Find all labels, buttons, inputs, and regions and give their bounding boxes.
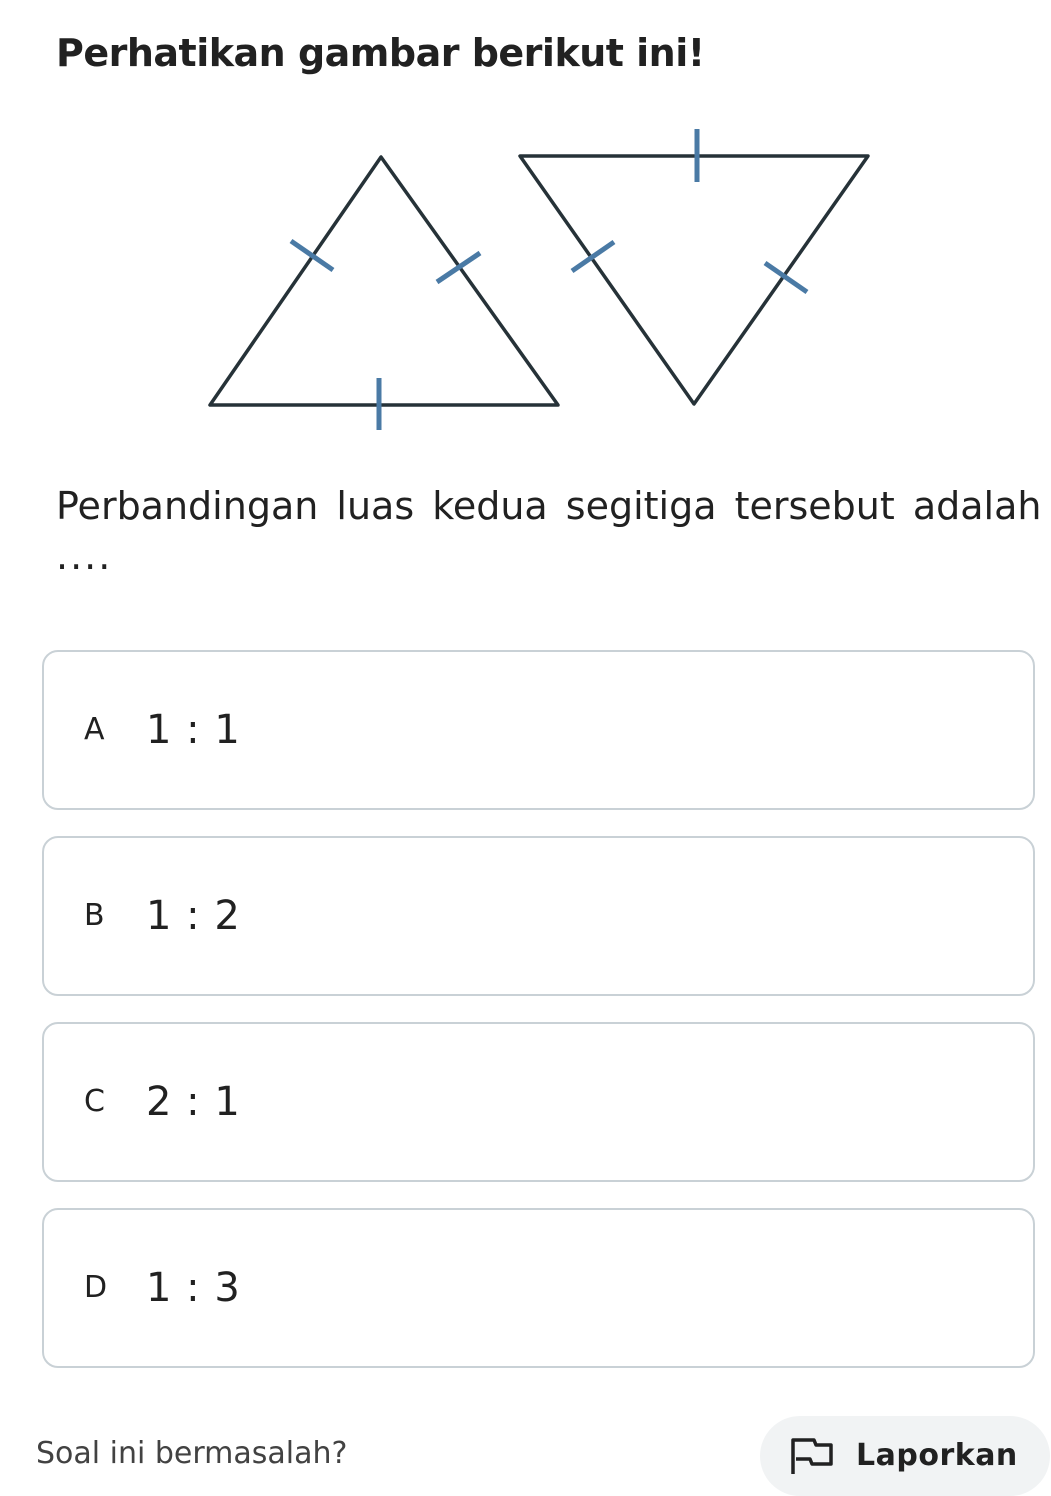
flag-icon — [790, 1436, 834, 1476]
option-c[interactable] — [42, 1022, 1035, 1182]
option-letter: A — [84, 712, 105, 747]
option-value: 2 : 1 — [146, 1079, 240, 1125]
report-label: Laporkan — [856, 1438, 1018, 1473]
question-sentence: Perbandingan luas kedua segitiga tersebut adalah — [56, 484, 1042, 528]
report-problem-prompt: Soal ini bermasalah? — [36, 1436, 348, 1471]
option-letter: C — [84, 1084, 105, 1119]
tick-mark-left-side — [291, 241, 333, 270]
option-letter: D — [84, 1270, 108, 1305]
option-d[interactable] — [42, 1208, 1035, 1368]
option-b[interactable] — [42, 836, 1035, 996]
tick-mark-right-side — [765, 263, 807, 292]
option-letter: B — [84, 898, 105, 933]
upright-triangle-tick-marks — [291, 241, 480, 430]
upright-triangle-outline — [210, 157, 558, 405]
equilateral-triangles-figure — [0, 0, 1051, 460]
instruction-heading: Perhatikan gambar berikut ini! — [56, 31, 705, 75]
tick-mark-right-side — [437, 253, 480, 282]
tick-mark-left-side — [572, 242, 614, 271]
option-a[interactable] — [42, 650, 1035, 810]
option-value: 1 : 2 — [146, 893, 240, 939]
inverted-triangle-outline — [520, 156, 868, 404]
inverted-triangle — [520, 156, 868, 404]
option-value: 1 : 1 — [146, 707, 240, 753]
option-value: 1 : 3 — [146, 1265, 240, 1311]
inverted-triangle-tick-marks — [572, 129, 807, 292]
report-button[interactable] — [760, 1416, 1050, 1496]
question-text — [56, 478, 1042, 584]
upright-triangle — [210, 157, 558, 405]
question-ellipsis: .... — [56, 534, 113, 578]
